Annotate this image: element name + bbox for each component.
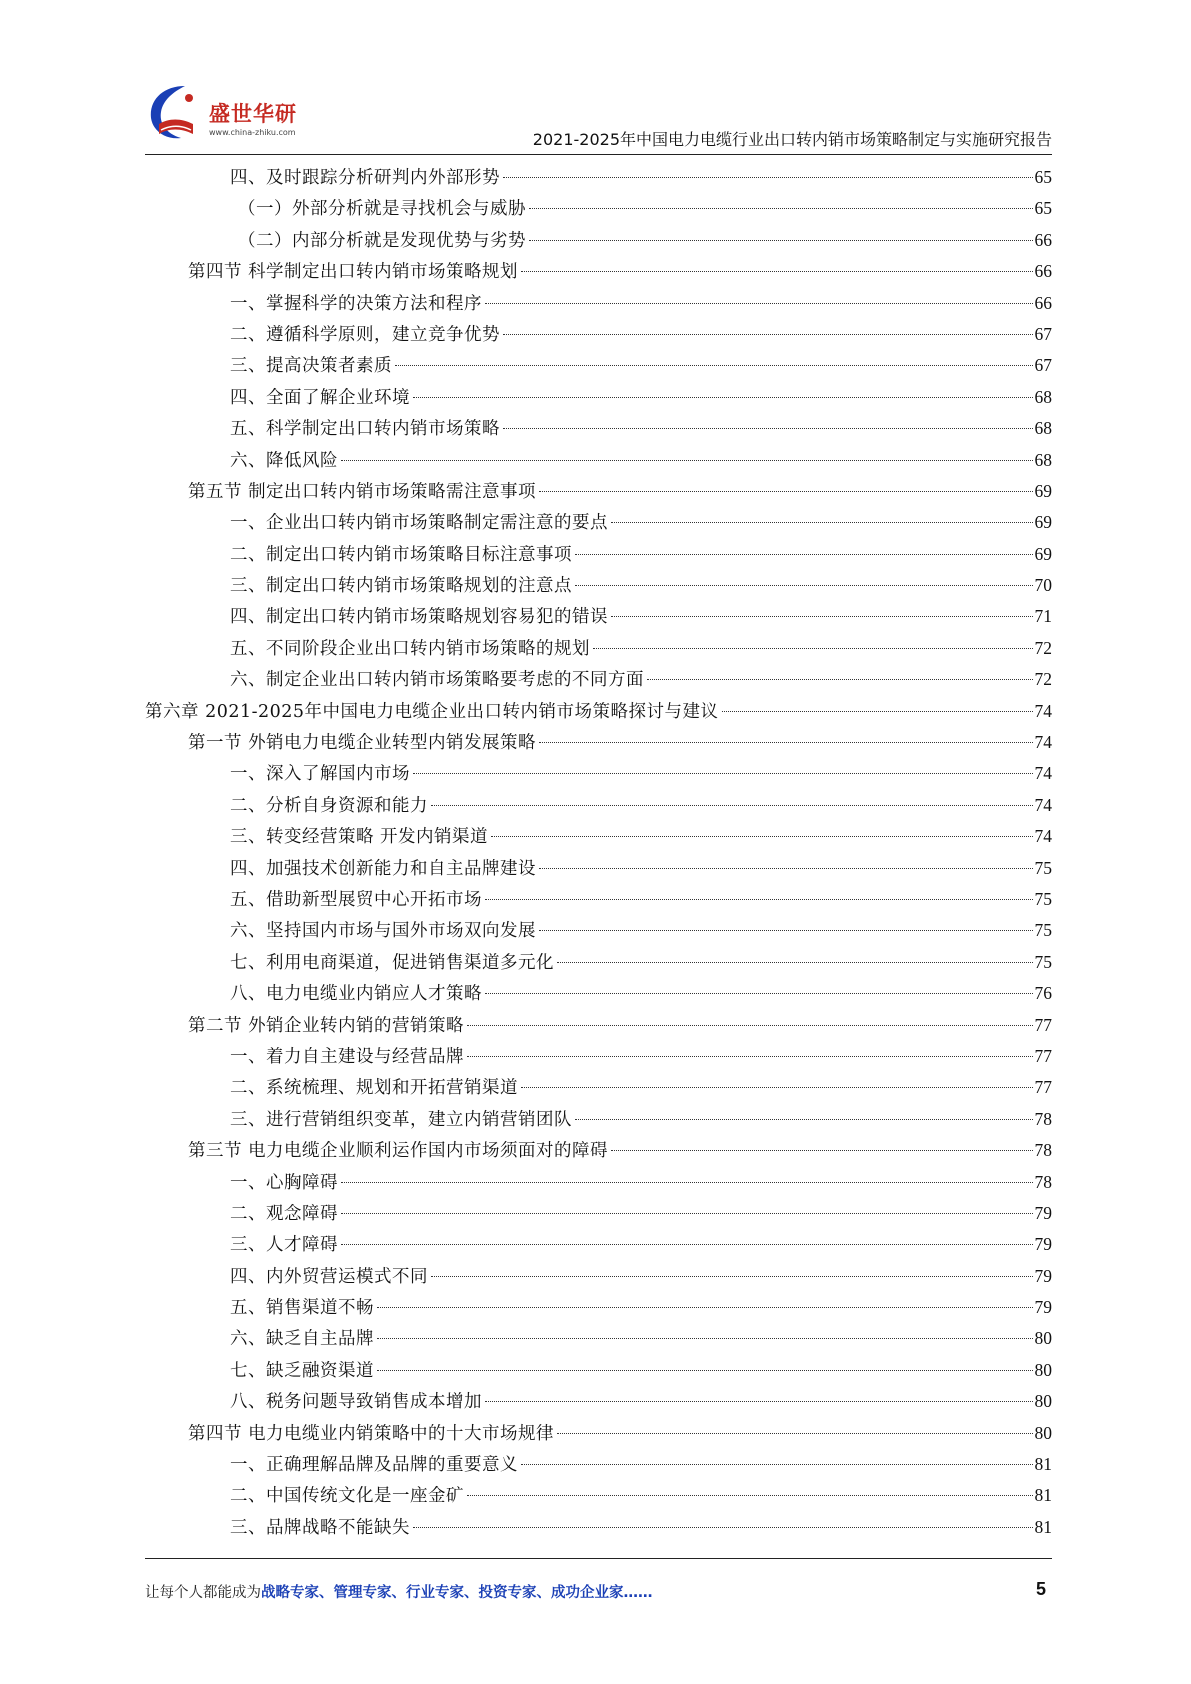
toc-entry-title: 一、着力自主建设与经营品牌 <box>230 1046 464 1067</box>
toc-dot-leader <box>521 271 1032 272</box>
toc-entry-page: 71 <box>1034 606 1052 627</box>
toc-entry-title: 一、企业出口转内销市场策略制定需注意的要点 <box>230 513 608 534</box>
toc-dot-leader <box>529 208 1033 209</box>
report-title: 2021-2025年中国电力电缆行业出口转内销市场策略制定与实施研究报告 <box>532 130 1052 149</box>
toc-dot-leader <box>377 1370 1033 1371</box>
slogan-prefix: 让每个人都能成为 <box>145 1585 261 1601</box>
toc-entry[interactable] <box>145 382 1052 413</box>
toc-entry-page: 78 <box>1034 1108 1052 1129</box>
toc-entry-page: 67 <box>1034 355 1052 376</box>
toc-entry-title: 第二节 外销企业转内销的营销策略 <box>188 1015 465 1036</box>
toc-dot-leader <box>467 1495 1033 1496</box>
toc-entry-page: 68 <box>1034 418 1052 439</box>
toc-dot-leader <box>341 1244 1033 1245</box>
toc-entry[interactable] <box>145 539 1052 570</box>
toc-entry-page: 79 <box>1034 1265 1052 1286</box>
toc-entry[interactable] <box>145 790 1052 821</box>
toc-entry-title: 第六章 2021-2025年中国电力电缆企业出口转内销市场策略探讨与建议 <box>145 701 719 722</box>
toc-dot-leader <box>491 836 1032 837</box>
toc-entry-page: 79 <box>1034 1297 1052 1318</box>
toc-dot-leader <box>593 648 1033 649</box>
toc-entry-page: 75 <box>1034 857 1052 878</box>
toc-dot-leader <box>557 962 1033 963</box>
toc-entry-title: 四、加强技术创新能力和自主品牌建设 <box>230 858 536 879</box>
toc-entry-title: 第五节 制定出口转内销市场策略需注意事项 <box>188 481 537 502</box>
toc-entry-page: 78 <box>1034 1171 1052 1192</box>
page-header <box>145 78 1052 155</box>
toc-entry-title: 二、中国传统文化是一座金矿 <box>230 1486 464 1507</box>
toc-entry[interactable] <box>145 633 1052 664</box>
toc-entry[interactable] <box>145 476 1052 507</box>
toc-dot-leader <box>341 1182 1033 1183</box>
toc-entry-title: 四、制定出口转内销市场策略规划容易犯的错误 <box>230 607 608 628</box>
toc-entry-title: 五、不同阶段企业出口转内销市场策略的规划 <box>230 638 590 659</box>
toc-entry-title: 一、心胸障碍 <box>230 1172 338 1193</box>
company-logo <box>145 78 345 148</box>
slogan-highlight: 战略专家、管理专家、行业专家、投资专家、成功企业家…… <box>261 1585 653 1601</box>
toc-entry-title: 二、观念障碍 <box>230 1203 338 1224</box>
toc-entry-title: 六、降低风险 <box>230 450 338 471</box>
toc-entry[interactable] <box>145 225 1052 256</box>
toc-entry-page: 77 <box>1034 1045 1052 1066</box>
toc-entry[interactable] <box>145 1386 1052 1417</box>
toc-entry-page: 81 <box>1034 1516 1052 1537</box>
toc-entry-page: 69 <box>1034 480 1052 501</box>
toc-entry-page: 69 <box>1034 512 1052 533</box>
toc-dot-leader <box>539 930 1033 931</box>
toc-dot-leader <box>539 868 1033 869</box>
toc-dot-leader <box>413 1527 1033 1528</box>
toc-entry-title: 六、坚持国内市场与国外市场双向发展 <box>230 921 536 942</box>
toc-dot-leader <box>539 491 1032 492</box>
toc-entry-page: 65 <box>1034 167 1052 187</box>
toc-entry-title: 第四节 电力电缆业内销策略中的十大市场规律 <box>188 1423 555 1444</box>
toc-entry-page: 77 <box>1034 1014 1052 1035</box>
page-number: 5 <box>1035 1579 1046 1599</box>
toc-entry-title: 四、全面了解企业环境 <box>230 387 410 408</box>
toc-entry-title: 八、税务问题导致销售成本增加 <box>230 1392 482 1413</box>
toc-entry-title: 三、转变经营策略 开发内销渠道 <box>230 827 489 848</box>
toc-entry-title: 二、系统梳理、规划和开拓营销渠道 <box>230 1078 518 1099</box>
toc-entry[interactable] <box>145 1167 1052 1198</box>
toc-entry-page: 78 <box>1034 1140 1052 1161</box>
toc-entry[interactable] <box>145 915 1052 946</box>
toc-entry[interactable] <box>145 350 1052 381</box>
toc-entry-page: 66 <box>1034 292 1052 313</box>
toc-entry[interactable] <box>145 853 1052 884</box>
toc-entry-page: 74 <box>1034 794 1052 815</box>
toc-entry-page: 72 <box>1034 669 1052 690</box>
toc-dot-leader <box>521 1087 1033 1088</box>
toc-dot-leader <box>341 1213 1033 1214</box>
toc-entry[interactable] <box>145 445 1052 476</box>
toc-entry-page: 79 <box>1034 1234 1052 1255</box>
toc-dot-leader <box>611 616 1033 617</box>
logo-swoosh-icon <box>145 80 207 142</box>
toc-entry-page: 80 <box>1034 1391 1052 1412</box>
toc-dot-leader <box>611 522 1033 523</box>
toc-entry-page: 79 <box>1034 1202 1052 1223</box>
toc-entry-title: 六、缺乏自主品牌 <box>230 1329 374 1350</box>
toc-entry-page: 74 <box>1034 700 1052 721</box>
toc-entry[interactable] <box>145 696 1052 727</box>
footer-slogan <box>145 1581 653 1602</box>
toc-dot-leader <box>395 365 1033 366</box>
toc-entry-page: 66 <box>1034 229 1052 250</box>
toc-entry[interactable] <box>145 1104 1052 1135</box>
toc-dot-leader <box>647 679 1033 680</box>
toc-entry-page: 65 <box>1034 198 1052 219</box>
toc-entry-title: 四、及时跟踪分析研判内外部形势 <box>230 168 500 188</box>
toc-dot-leader <box>503 177 1033 178</box>
toc-entry[interactable] <box>145 288 1052 319</box>
toc-entry-page: 74 <box>1034 763 1052 784</box>
toc-entry[interactable] <box>145 1072 1052 1103</box>
toc-entry-title: 第三节 电力电缆企业顺利运作国内市场须面对的障碍 <box>188 1141 609 1162</box>
toc-entry[interactable] <box>145 978 1052 1009</box>
toc-dot-leader <box>485 303 1033 304</box>
toc-entry-page: 75 <box>1034 951 1052 972</box>
toc-entry-title: 第四节 科学制定出口转内销市场策略规划 <box>188 262 519 283</box>
toc-entry-page: 68 <box>1034 449 1052 470</box>
toc-entry[interactable] <box>145 193 1052 224</box>
toc-entry-page: 67 <box>1034 323 1052 344</box>
toc-entry-title: 三、提高决策者素质 <box>230 356 392 377</box>
toc-dot-leader <box>539 742 1032 743</box>
toc-dot-leader <box>575 1119 1033 1120</box>
toc-entry[interactable] <box>145 664 1052 695</box>
toc-dot-leader <box>431 1276 1033 1277</box>
toc-entry-title: 第一节 外销电力电缆企业转型内销发展策略 <box>188 733 537 754</box>
toc-entry-title: 一、正确理解品牌及品牌的重要意义 <box>230 1455 518 1476</box>
toc-entry-title: 三、制定出口转内销市场策略规划的注意点 <box>230 576 572 597</box>
toc-entry-title: （一）外部分析就是寻找机会与威胁 <box>238 199 526 220</box>
toc-entry[interactable] <box>145 821 1052 852</box>
toc-dot-leader <box>485 899 1033 900</box>
toc-dot-leader <box>467 1056 1033 1057</box>
toc-entry-page: 68 <box>1034 386 1052 407</box>
toc-dot-leader <box>503 334 1033 335</box>
toc-entry-page: 80 <box>1034 1359 1052 1380</box>
toc-entry[interactable] <box>145 1418 1052 1449</box>
toc-entry-page: 77 <box>1034 1077 1052 1098</box>
toc-entry[interactable] <box>145 413 1052 444</box>
toc-entry-page: 74 <box>1034 732 1052 753</box>
toc-entry[interactable] <box>145 947 1052 978</box>
toc-entry[interactable] <box>145 1355 1052 1386</box>
toc-entry[interactable] <box>145 1449 1052 1480</box>
toc-entry-title: 五、借助新型展贸中心开拓市场 <box>230 889 482 910</box>
logo-url: www.china-zhiku.com <box>209 128 296 137</box>
toc-dot-leader <box>521 1464 1033 1465</box>
toc-entry-page: 80 <box>1034 1328 1052 1349</box>
toc-entry-title: 七、利用电商渠道，促进销售渠道多元化 <box>230 952 554 973</box>
toc-entry[interactable] <box>145 1010 1052 1041</box>
toc-entry-page: 81 <box>1034 1454 1052 1475</box>
toc-entry[interactable] <box>145 319 1052 350</box>
toc-entry[interactable] <box>145 570 1052 601</box>
toc-dot-leader <box>413 773 1033 774</box>
toc-entry[interactable] <box>145 1292 1052 1323</box>
toc-entry-page: 75 <box>1034 888 1052 909</box>
toc-entry-title: 二、遵循科学原则，建立竞争优势 <box>230 324 500 345</box>
toc-dot-leader <box>431 805 1033 806</box>
toc-entry[interactable] <box>145 601 1052 632</box>
toc-dot-leader <box>485 993 1033 994</box>
toc-entry-title: 二、分析自身资源和能力 <box>230 795 428 816</box>
toc-entry[interactable] <box>145 1323 1052 1354</box>
toc-dot-leader <box>341 460 1033 461</box>
toc-entry-page: 72 <box>1034 637 1052 658</box>
toc-entry-title: 三、品牌战略不能缺失 <box>230 1517 410 1538</box>
toc-dot-leader <box>611 1150 1032 1151</box>
toc-entry-title: 六、制定企业出口转内销市场策略要考虑的不同方面 <box>230 670 644 691</box>
toc-dot-leader <box>413 397 1033 398</box>
toc-entry[interactable] <box>145 1135 1052 1166</box>
toc-entry[interactable] <box>145 1229 1052 1260</box>
toc-entry[interactable] <box>145 507 1052 538</box>
toc-entry-title: 一、深入了解国内市场 <box>230 764 410 785</box>
toc-dot-leader <box>722 711 1033 712</box>
toc-dot-leader <box>485 1401 1033 1402</box>
toc-entry[interactable] <box>145 256 1052 287</box>
toc-entry[interactable] <box>145 162 1052 193</box>
toc-dot-leader <box>467 1025 1032 1026</box>
toc-dot-leader <box>557 1433 1032 1434</box>
toc-entry[interactable] <box>145 1512 1052 1543</box>
toc-entry-title: 五、科学制定出口转内销市场策略 <box>230 419 500 440</box>
toc-entry-page: 76 <box>1034 983 1052 1004</box>
toc-entry[interactable] <box>145 1261 1052 1292</box>
toc-dot-leader <box>529 240 1033 241</box>
toc-entry-page: 74 <box>1034 826 1052 847</box>
toc-entry-page: 80 <box>1034 1422 1052 1443</box>
page-footer <box>145 1558 1052 1601</box>
toc-entry[interactable] <box>145 1198 1052 1229</box>
toc-entry-title: 七、缺乏融资渠道 <box>230 1360 374 1381</box>
toc-entry[interactable] <box>145 884 1052 915</box>
toc-entry[interactable] <box>145 727 1052 758</box>
toc-entry[interactable] <box>145 1480 1052 1511</box>
toc-dot-leader <box>503 428 1033 429</box>
toc-entry-title: （二）内部分析就是发现优势与劣势 <box>238 230 526 251</box>
toc-entry-page: 69 <box>1034 543 1052 564</box>
toc-entry[interactable] <box>145 758 1052 789</box>
table-of-contents <box>145 162 1052 1543</box>
toc-entry-title: 二、制定出口转内销市场策略目标注意事项 <box>230 544 572 565</box>
toc-dot-leader <box>377 1307 1033 1308</box>
toc-entry-page: 70 <box>1034 575 1052 596</box>
toc-entry-page: 66 <box>1034 261 1052 282</box>
toc-entry-title: 一、掌握科学的决策方法和程序 <box>230 293 482 314</box>
toc-dot-leader <box>575 585 1033 586</box>
toc-entry-title: 四、内外贸营运模式不同 <box>230 1266 428 1287</box>
toc-entry-title: 三、进行营销组织变革，建立内销营销团队 <box>230 1109 572 1130</box>
toc-entry-title: 八、电力电缆业内销应人才策略 <box>230 984 482 1005</box>
toc-entry-page: 81 <box>1034 1485 1052 1506</box>
logo-name: 盛世华研 <box>209 102 297 126</box>
toc-entry[interactable] <box>145 1041 1052 1072</box>
toc-entry-title: 五、销售渠道不畅 <box>230 1298 374 1319</box>
toc-dot-leader <box>377 1338 1033 1339</box>
toc-entry-title: 三、人才障碍 <box>230 1235 338 1256</box>
toc-entry-page: 75 <box>1034 920 1052 941</box>
toc-dot-leader <box>575 554 1033 555</box>
